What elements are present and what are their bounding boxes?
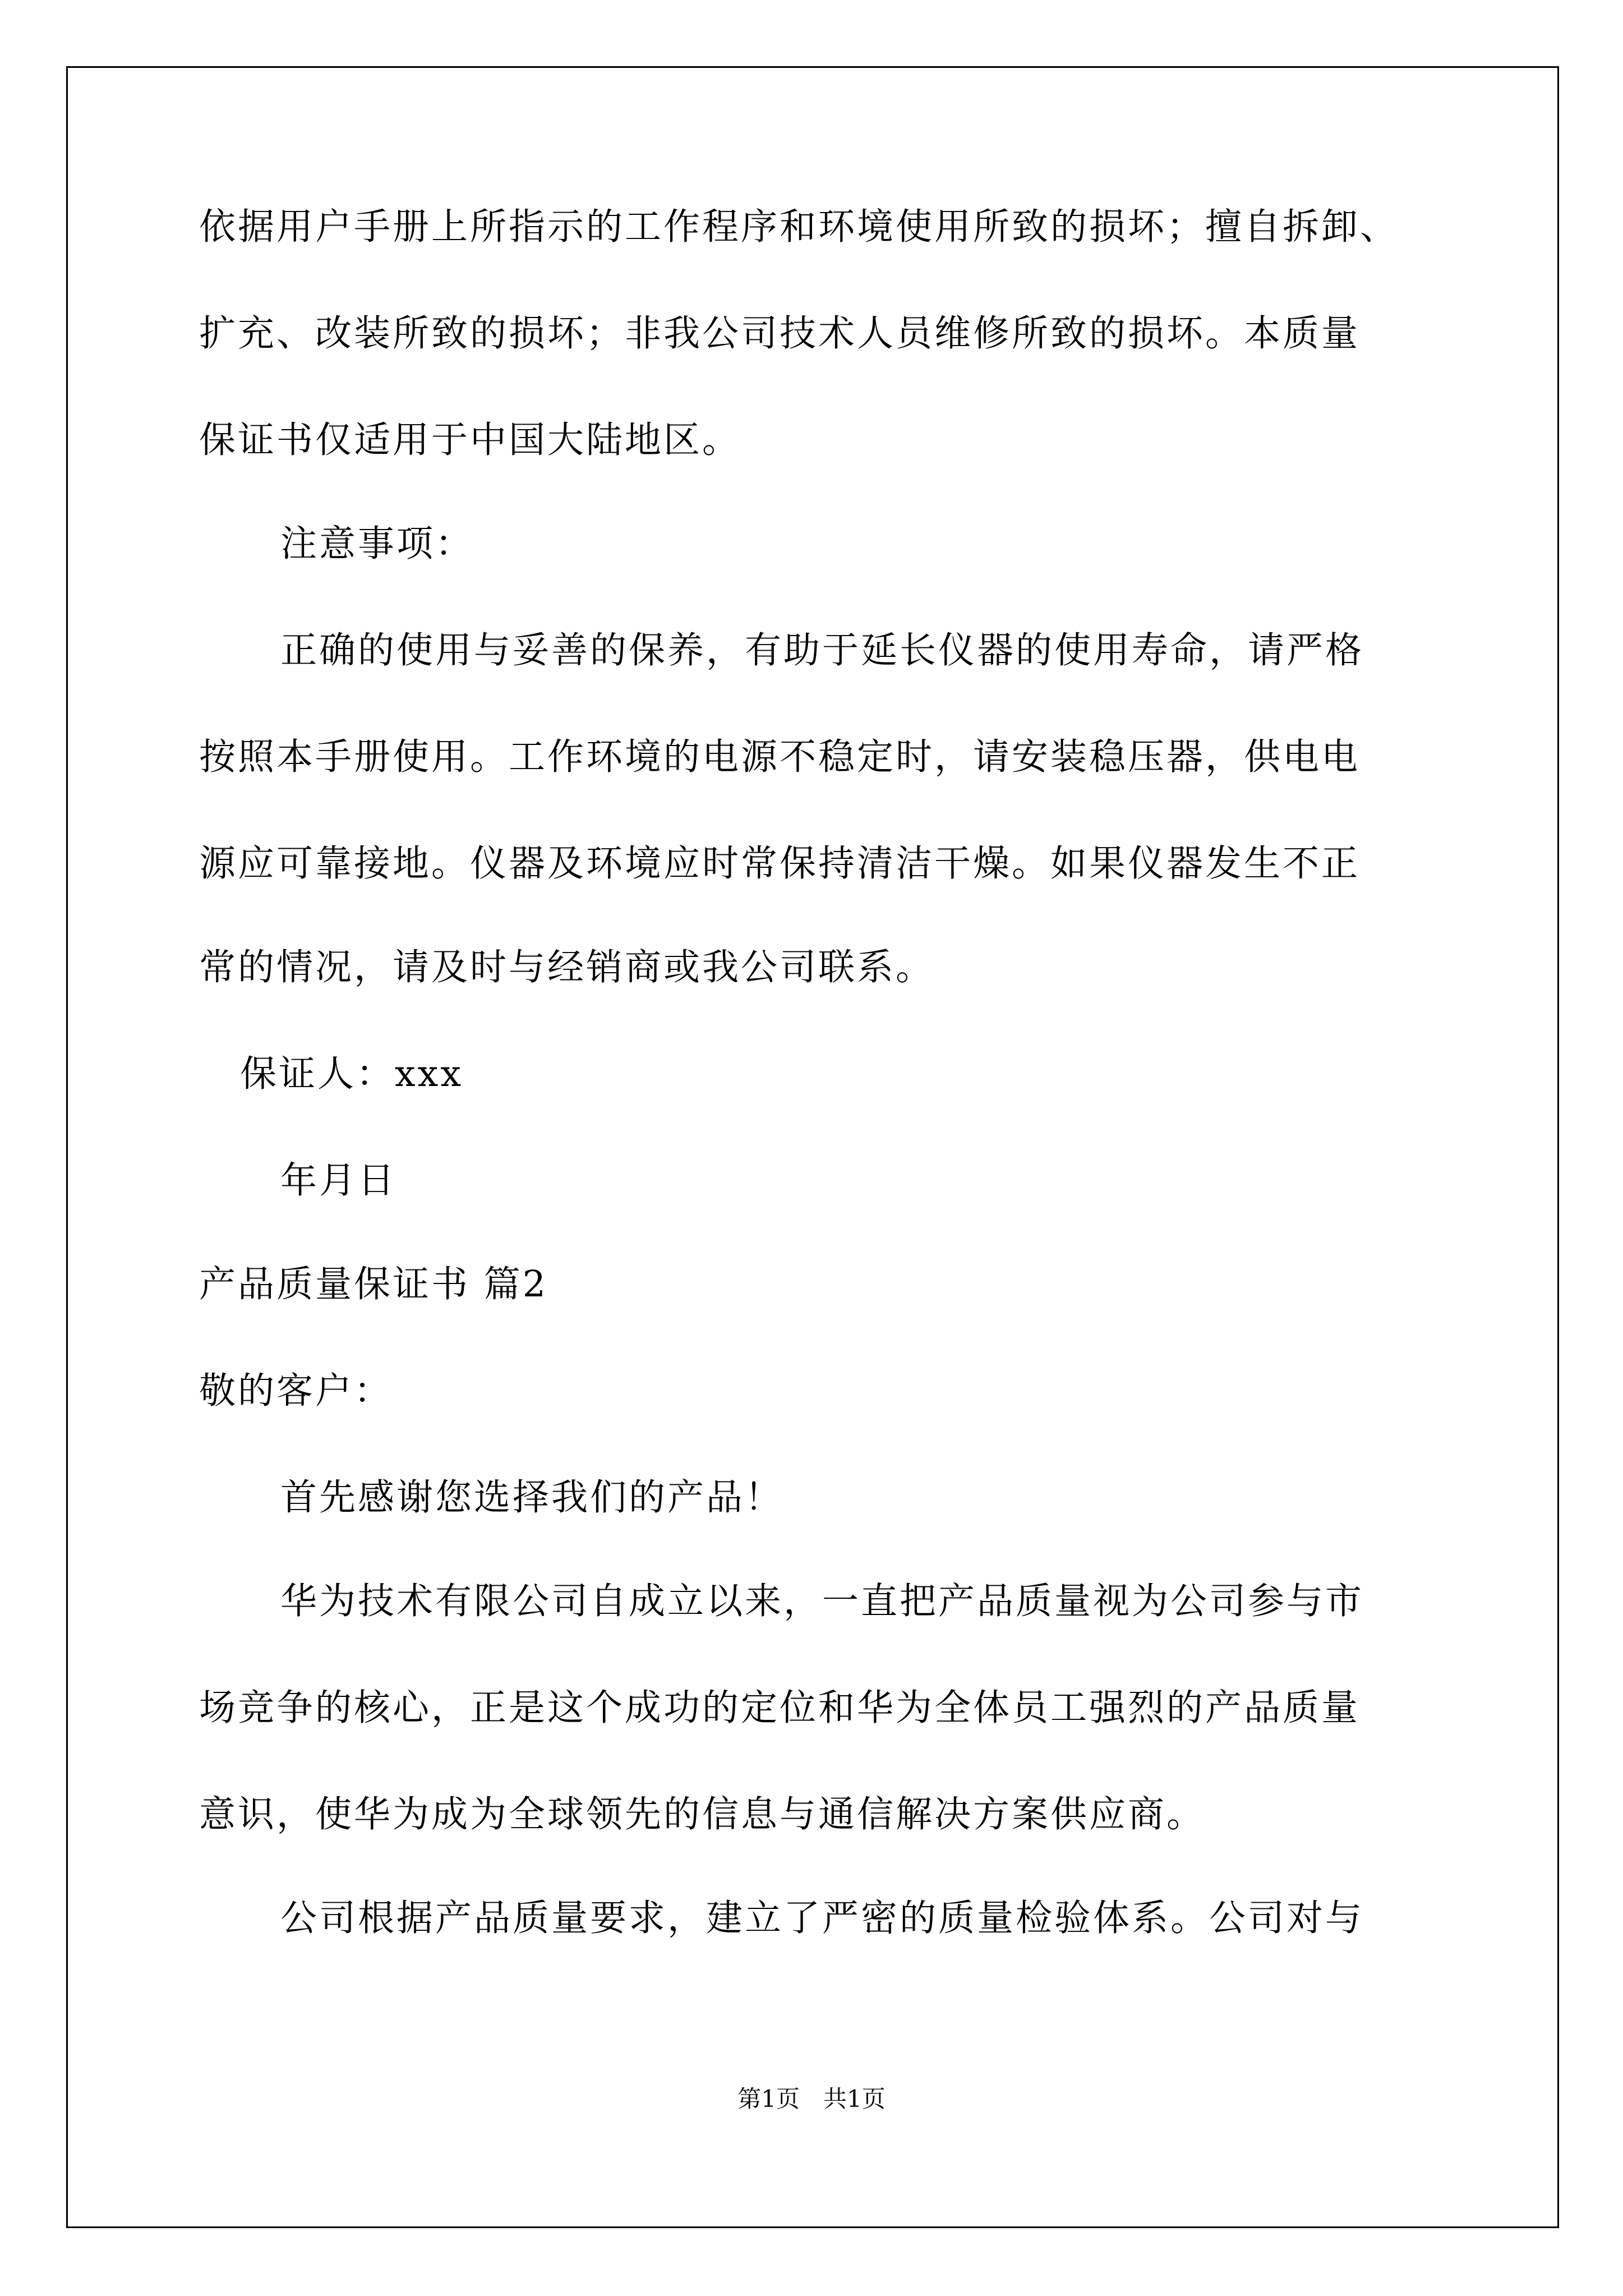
paragraph-line-15: 场竞争的核心，正是这个成功的定位和华为全体员工强烈的产品质量	[199, 1687, 1361, 1729]
paragraph-line-5: 正确的使用与妥善的保养，有助于延长仪器的使用寿命，请严格	[280, 629, 1364, 671]
paragraph-line-14: 华为技术有限公司自成立以来，一直把产品质量视为公司参与市	[280, 1580, 1364, 1622]
paragraph-line-1: 依据用户手册上所指示的工作程序和环境使用所致的损坏；擅自拆卸、	[199, 206, 1399, 248]
paragraph-line-2: 扩充、改装所致的损坏；非我公司技术人员维修所致的损坏。本质量	[199, 312, 1361, 355]
salutation: 敬的客户：	[199, 1370, 393, 1412]
date-line: 年月日	[280, 1159, 397, 1202]
guarantor-line: 保证人：xxx	[240, 1053, 463, 1095]
section-heading-notes: 注意事项：	[280, 523, 474, 565]
paragraph-line-17: 公司根据产品质量要求，建立了严密的质量检验体系。公司对与	[280, 1897, 1364, 1939]
paragraph-line-13: 首先感谢您选择我们的产品！	[280, 1476, 784, 1519]
section-title: 产品质量保证书 篇2	[199, 1263, 548, 1305]
paragraph-line-7: 源应可靠接地。仪器及环境应时常保持清洁干燥。如果仪器发生不正	[199, 843, 1361, 885]
paragraph-line-6: 按照本手册使用。工作环境的电源不稳定时，请安装稳压器，供电电	[199, 736, 1361, 778]
paragraph-line-3: 保证书仅适用于中国大陆地区。	[199, 419, 741, 461]
page-footer: 第1页 共1页	[737, 2085, 886, 2113]
paragraph-line-8: 常的情况，请及时与经销商或我公司联系。	[199, 946, 935, 988]
paragraph-line-16: 意识，使华为成为全球领先的信息与通信解决方案供应商。	[199, 1793, 1206, 1835]
